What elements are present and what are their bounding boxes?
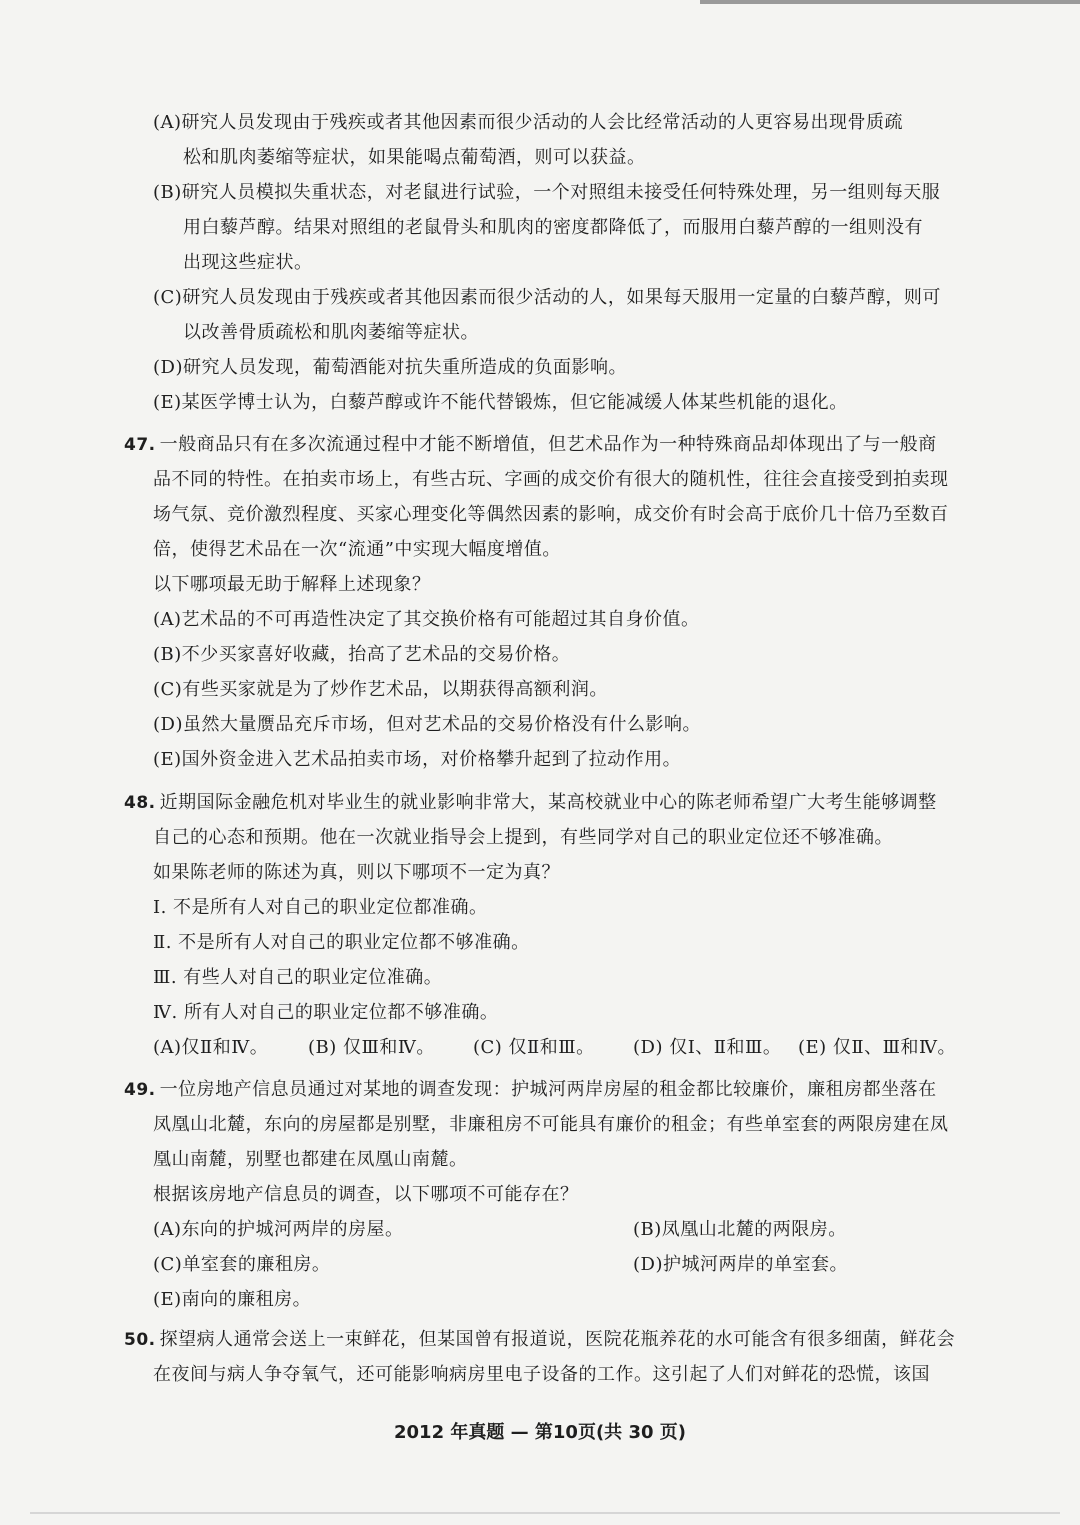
q48-option-d: (D) 仅Ⅰ、Ⅱ和Ⅲ。 [633, 1037, 782, 1058]
scan-edge-top [700, 0, 1080, 4]
page-footer: 2012 年真题 — 第10页(共 30 页) [394, 1422, 686, 1443]
question-number: 47. [124, 435, 156, 455]
question-50 [124, 1322, 994, 1392]
q48-question: 如果陈老师的陈述为真，则以下哪项不一定为真？ [153, 862, 560, 883]
q49-options-row1 [124, 1212, 994, 1247]
q49-options-row2 [124, 1247, 994, 1282]
q47-stem-line1: 一般商品只有在多次流通过程中才能不断增值，但艺术品作为一种特殊商品却体现出了与一般商 [159, 434, 937, 455]
q47-stem-line2: 品不同的特性。在拍卖市场上，有些古玩、字画的成交价有很大的随机性，往往会直接受到拍卖现 [153, 469, 949, 490]
q49-stem-line3: 凰山南麓，别墅也都建在凤凰山南麓。 [153, 1149, 468, 1170]
q46-option-e: (E)某医学博士认为，白藜芦醇或许不能代替锻炼，但它能减缓人体某些机能的退化。 [153, 392, 848, 413]
question-number: 49. [124, 1080, 156, 1100]
q47-option-b: (B)不少买家喜好收藏，抬高了艺术品的交易价格。 [153, 644, 571, 665]
q48-option-c: (C) 仅Ⅱ和Ⅲ。 [473, 1037, 595, 1058]
scan-edge-bottom [30, 1512, 1060, 1514]
q49-stem-line2: 凤凰山北麓，东向的房屋都是别墅，非廉租房不可能具有廉价的租金；有些单室套的两限房建在凤 [153, 1114, 949, 1135]
q46-options [153, 105, 993, 420]
q46-option-a-line1: (A)研究人员发现由于残疾或者其他因素而很少活动的人会比经常活动的人更容易出现骨质疏 [153, 112, 904, 133]
q48-statement-4: Ⅳ. 所有人对自己的职业定位都不够准确。 [153, 1002, 499, 1023]
q49-option-a: (A)东向的护城河两岸的房屋。 [153, 1219, 404, 1240]
q47-option-d: (D)虽然大量赝品充斥市场，但对艺术品的交易价格没有什么影响。 [153, 714, 701, 735]
q48-stem-line1: 近期国际金融危机对毕业生的就业影响非常大，某高校就业中心的陈老师希望广大考生能够调整 [159, 792, 937, 813]
q47-option-a: (A)艺术品的不可再造性决定了其交换价格有可能超过其自身价值。 [153, 609, 700, 630]
question-49 [124, 1072, 994, 1317]
q49-stem-line1: 一位房地产信息员通过对某地的调查发现：护城河两岸房屋的租金都比较廉价，廉租房都坐落在 [159, 1079, 937, 1100]
q46-option-b-line3: 出现这些症状。 [183, 252, 313, 273]
q48-statement-2: Ⅱ. 不是所有人对自己的职业定位都不够准确。 [153, 932, 530, 953]
q46-option-b-line2: 用白藜芦醇。结果对照组的老鼠骨头和肌肉的密度都降低了，而服用白藜芦醇的一组则没有 [183, 217, 923, 238]
q49-option-b: (B)凤凰山北麓的两限房。 [633, 1219, 847, 1240]
q47-stem-line3: 场气氛、竞价激烈程度、买家心理变化等偶然因素的影响，成交价有时会高于底价几十倍乃至数百 [153, 504, 949, 525]
q48-option-b: (B) 仅Ⅲ和Ⅳ。 [308, 1037, 435, 1058]
q48-stem-line2: 自己的心态和预期。他在一次就业指导会上提到，有些同学对自己的职业定位还不够准确。 [153, 827, 893, 848]
q47-option-e: (E)国外资金进入艺术品拍卖市场，对价格攀升起到了拉动作用。 [153, 749, 682, 770]
q49-option-c: (C)单室套的廉租房。 [153, 1254, 331, 1275]
question-number: 50. [124, 1330, 156, 1350]
q47-stem-line4: 倍，使得艺术品在一次“流通”中实现大幅度增值。 [153, 539, 561, 560]
q46-option-c-line2: 以改善骨质疏松和肌肉萎缩等症状。 [183, 322, 479, 343]
question-48 [124, 785, 994, 1065]
q50-stem-line2: 在夜间与病人争夺氧气，还可能影响病房里电子设备的工作。这引起了人们对鲜花的恐慌，该国 [153, 1364, 930, 1385]
question-47 [124, 427, 994, 777]
q48-statement-1: Ⅰ. 不是所有人对自己的职业定位都准确。 [153, 897, 488, 918]
q46-option-b-line1: (B)研究人员模拟失重状态，对老鼠进行试验，一个对照组未接受任何特殊处理，另一组则每天服 [153, 182, 941, 203]
q47-question: 以下哪项最无助于解释上述现象？ [153, 574, 431, 595]
q46-option-c-line1: (C)研究人员发现由于残疾或者其他因素而很少活动的人，如果每天服用一定量的白藜芦醇，则可 [153, 287, 941, 308]
q49-option-d: (D)护城河两岸的单室套。 [633, 1254, 848, 1275]
q47-option-c: (C)有些买家就是为了炒作艺术品，以期获得高额利润。 [153, 679, 608, 700]
q49-question: 根据该房地产信息员的调查，以下哪项不可能存在？ [153, 1184, 579, 1205]
q50-stem-line1: 探望病人通常会送上一束鲜花，但某国曾有报道说，医院花瓶养花的水可能含有很多细菌，鲜花会 [159, 1329, 956, 1350]
q46-option-a-line2: 松和肌肉萎缩等症状，如果能喝点葡萄酒，则可以获益。 [183, 147, 646, 168]
q49-option-e: (E)南向的廉租房。 [153, 1289, 312, 1310]
q48-options [124, 1030, 994, 1065]
q48-statement-3: Ⅲ. 有些人对自己的职业定位准确。 [153, 967, 443, 988]
q48-option-a: (A)仅Ⅱ和Ⅳ。 [153, 1037, 269, 1058]
q46-option-d: (D)研究人员发现，葡萄酒能对抗失重所造成的负面影响。 [153, 357, 627, 378]
question-number: 48. [124, 793, 156, 813]
q48-option-e: (E) 仅Ⅱ、Ⅲ和Ⅳ。 [798, 1037, 956, 1058]
